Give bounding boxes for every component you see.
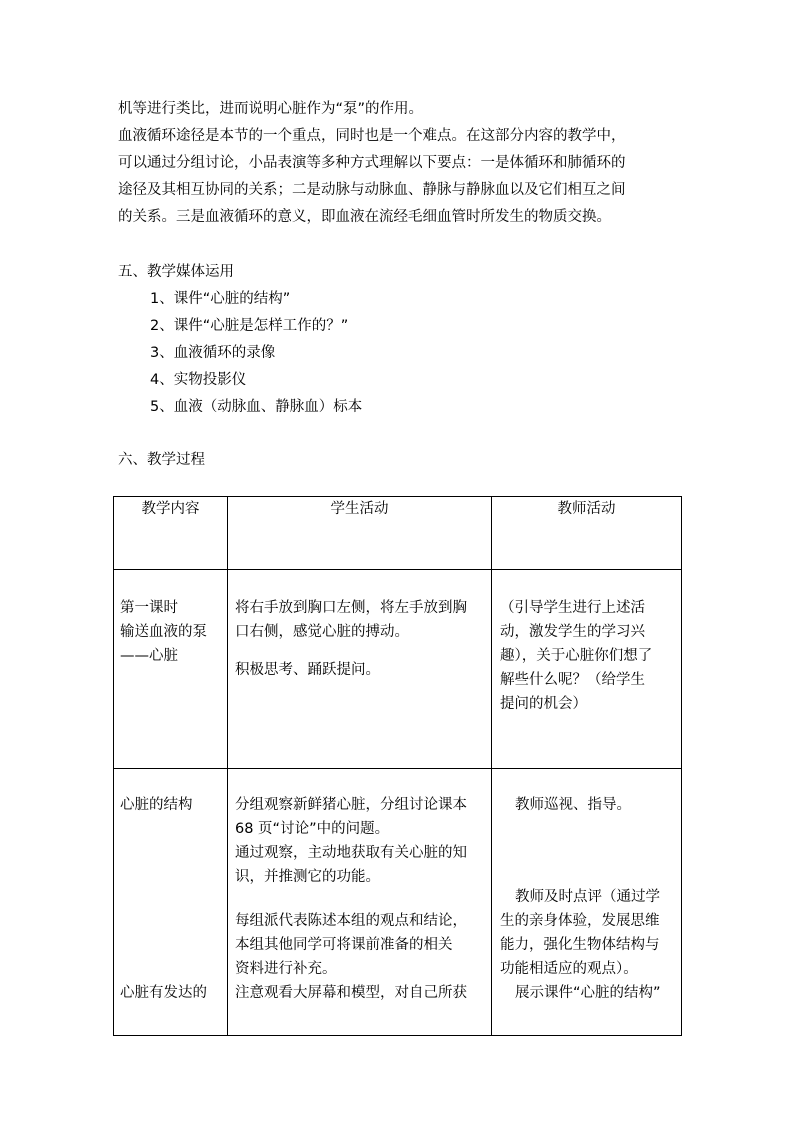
media-item: 3、血液循环的录像	[150, 345, 276, 361]
row1-teacher-cell	[492, 570, 682, 769]
table-row	[114, 769, 682, 1036]
cell-text: 口右侧，感觉心脏的搏动。	[235, 624, 409, 640]
cell-text: 注意观看大屏幕和模型，对自己所获	[235, 985, 467, 1001]
cell-text: 趣），关于心脏你们想了	[500, 648, 653, 664]
header-content: 教学内容	[114, 497, 228, 570]
cell-text: 分组观察新鲜猪心脏，分组讨论课本	[235, 797, 467, 813]
intro-line: 血液循环途径是本节的一个重点，同时也是一个难点。在这部分内容的教学中，	[118, 128, 626, 144]
media-item: 4、实物投影仪	[150, 372, 247, 388]
section-heading-media: 五、教学媒体运用	[118, 264, 234, 280]
intro-line: 可以通过分组讨论，小品表演等多种方式理解以下要点：一是体循环和肺循环的	[118, 155, 626, 171]
cell-text: 资料进行补充。	[235, 961, 337, 977]
cell-text: 第一课时	[120, 600, 178, 616]
cell-text: 能力，强化生物体结构与	[500, 937, 660, 953]
cell-text: 展示课件“心脏的结构”	[515, 985, 661, 1001]
media-item: 1、课件“心脏的结构”	[150, 291, 291, 307]
lesson-process-table	[113, 496, 682, 1036]
cell-text: 解些什么呢？（给学生	[500, 672, 645, 688]
cell-text: 每组派代表陈述本组的观点和结论，	[235, 913, 467, 929]
cell-text: 输送血液的泵	[120, 624, 207, 640]
media-item: 2、课件“心脏是怎样工作的？”	[150, 318, 349, 334]
table-header-row	[114, 497, 682, 570]
cell-text: 动，激发学生的学习兴	[500, 624, 645, 640]
cell-text: 将右手放到胸口左侧，将左手放到胸	[235, 600, 467, 616]
cell-text: 通过观察，主动地获取有关心脏的知	[235, 845, 467, 861]
cell-text: 提问的机会）	[500, 696, 587, 712]
row2-student-cell	[228, 769, 492, 1036]
cell-text: 识，并推测它的功能。	[235, 869, 380, 885]
cell-text: 68 页“讨论”中的问题。	[235, 821, 390, 837]
cell-text: 积极思考、踊跃提问。	[235, 662, 380, 678]
cell-text: （引导学生进行上述活	[500, 600, 645, 616]
row2-teacher-cell	[492, 769, 682, 1036]
section-heading-process: 六、教学过程	[118, 452, 205, 468]
cell-text: 心脏有发达的	[120, 985, 207, 1001]
header-teacher: 教师活动	[492, 497, 682, 570]
intro-line: 的关系。三是血液循环的意义，即血液在流经毛细血管时所发生的物质交换。	[118, 209, 611, 225]
media-item: 5、血液（动脉血、静脉血）标本	[150, 399, 363, 415]
intro-paragraph	[118, 96, 678, 231]
row1-content-cell	[114, 570, 228, 769]
cell-text: 教师巡视、指导。	[515, 797, 631, 813]
table-row	[114, 570, 682, 769]
cell-text: 功能相适应的观点）。	[500, 961, 638, 977]
row1-student-cell	[228, 570, 492, 769]
intro-line: 机等进行类比，进而说明心脏作为“泵”的作用。	[118, 101, 424, 117]
header-student: 学生活动	[228, 497, 492, 570]
cell-text: 生的亲身体验，发展思维	[500, 913, 660, 929]
cell-text: 本组其他同学可将课前准备的相关	[235, 937, 453, 953]
row2-content-cell	[114, 769, 228, 1036]
intro-line: 途径及其相互协同的关系；二是动脉与动脉血、静脉与静脉血以及它们相互之间	[118, 182, 626, 198]
cell-text: ——心脏	[120, 648, 178, 664]
cell-text: 教师及时点评（通过学	[515, 889, 660, 905]
cell-text: 心脏的结构	[120, 797, 193, 813]
